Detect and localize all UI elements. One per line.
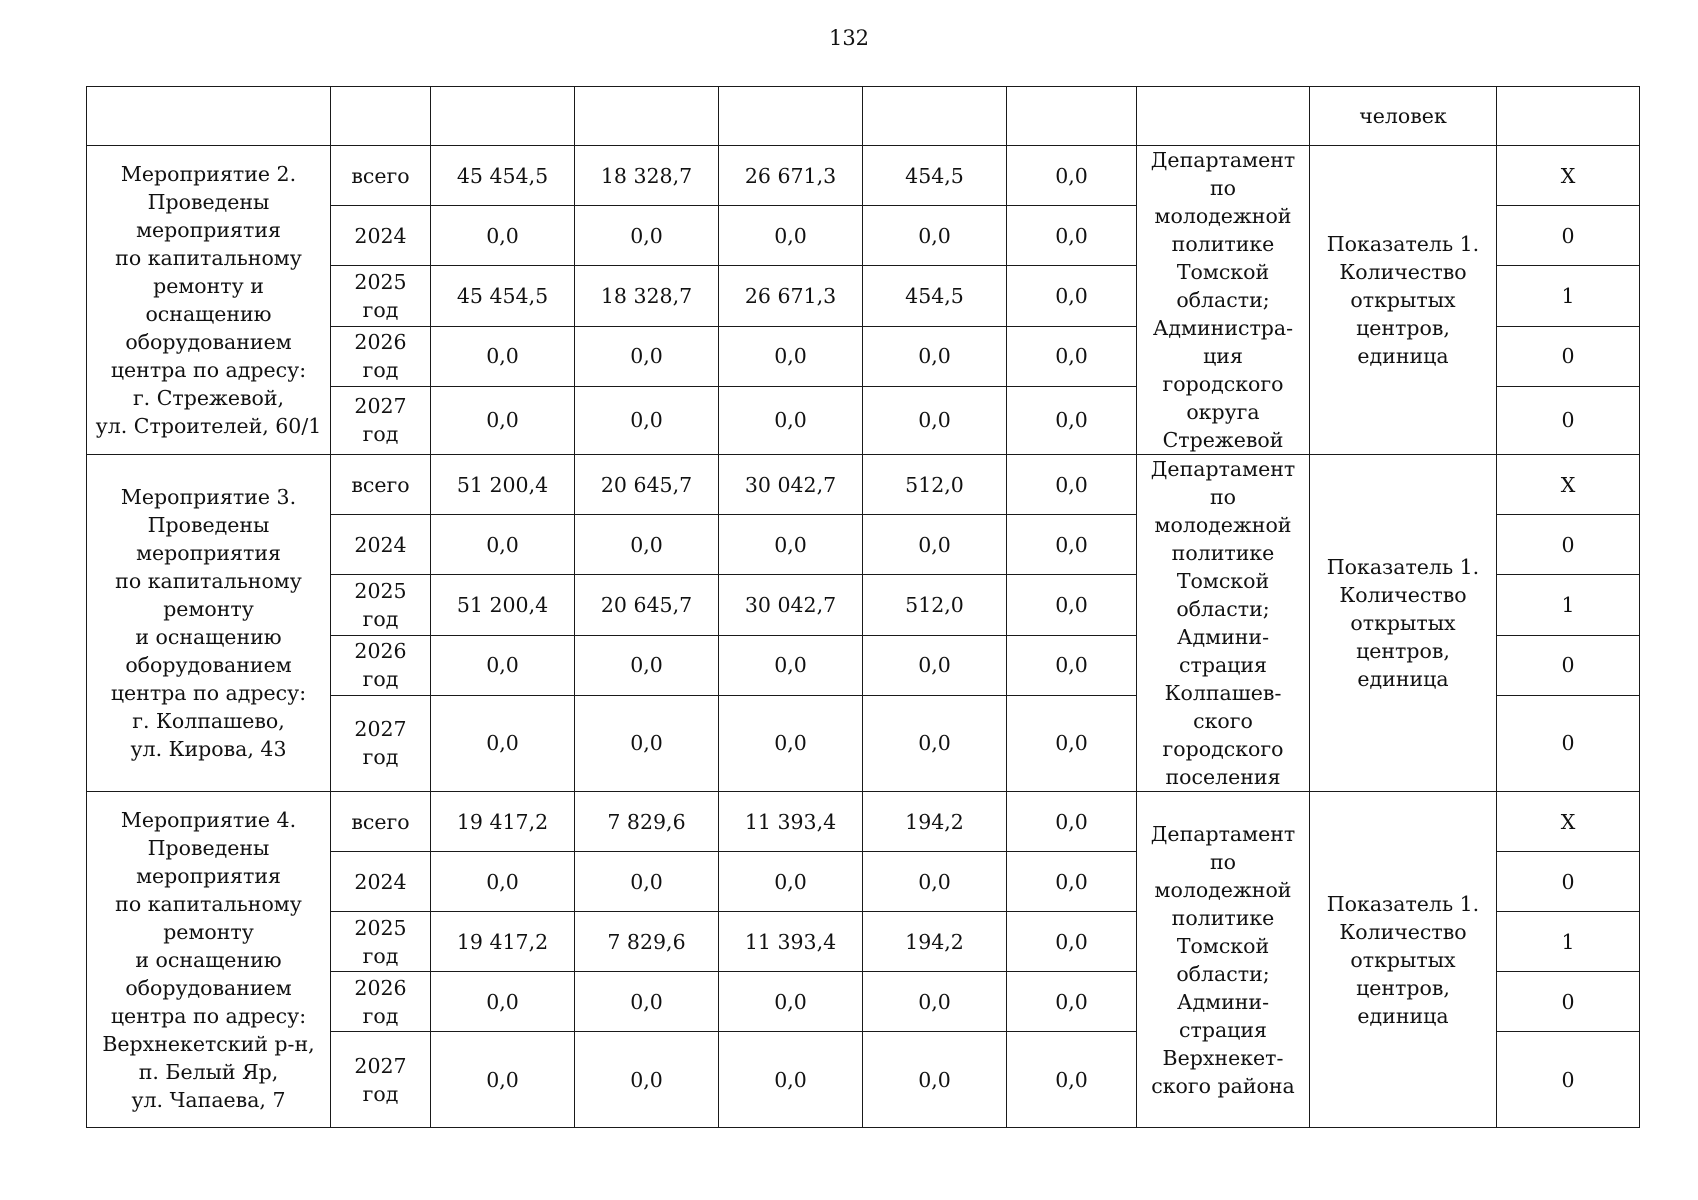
table-cell — [1137, 87, 1310, 146]
amount-cell: 7 829,6 — [575, 912, 719, 972]
amount-cell: 18 328,7 — [575, 146, 719, 206]
target-value-cell: 0 — [1497, 635, 1640, 695]
amount-cell: 0,0 — [431, 326, 575, 386]
amount-cell: 0,0 — [1007, 575, 1137, 635]
period-cell: 2027 год — [331, 695, 431, 791]
indicator-cell: Показатель 1. Количество открытых центров, единица — [1310, 455, 1497, 792]
amount-cell: 0,0 — [431, 386, 575, 454]
amount-cell: 0,0 — [575, 326, 719, 386]
amount-cell: 30 042,7 — [719, 575, 863, 635]
amount-cell: 11 393,4 — [719, 792, 863, 852]
period-cell: 2024 — [331, 852, 431, 912]
period-cell: всего — [331, 455, 431, 515]
amount-cell: 51 200,4 — [431, 455, 575, 515]
table-cell — [431, 87, 575, 146]
amount-cell: 512,0 — [863, 575, 1007, 635]
period-cell: 2026 год — [331, 972, 431, 1032]
period-cell: 2024 — [331, 515, 431, 575]
amount-cell: 0,0 — [431, 972, 575, 1032]
amount-cell: 0,0 — [1007, 792, 1137, 852]
responsible-executor: Департамент по молодежной политике Томской области; Админи- страция Колпашев- ского городского поселения — [1137, 455, 1310, 792]
target-value-cell: 0 — [1497, 386, 1640, 454]
amount-cell: 0,0 — [719, 635, 863, 695]
target-value-cell: 0 — [1497, 852, 1640, 912]
amount-cell: 0,0 — [863, 635, 1007, 695]
amount-cell: 0,0 — [863, 515, 1007, 575]
page-number: 132 — [828, 26, 870, 50]
amount-cell: 0,0 — [575, 972, 719, 1032]
amount-cell: 0,0 — [1007, 515, 1137, 575]
table-cell — [863, 87, 1007, 146]
amount-cell: 20 645,7 — [575, 455, 719, 515]
amount-cell: 0,0 — [1007, 326, 1137, 386]
amount-cell: 0,0 — [719, 326, 863, 386]
amount-cell: 0,0 — [575, 206, 719, 266]
target-value-cell: 1 — [1497, 912, 1640, 972]
amount-cell: 0,0 — [431, 852, 575, 912]
amount-cell: 45 454,5 — [431, 146, 575, 206]
amount-cell: 20 645,7 — [575, 575, 719, 635]
amount-cell: 194,2 — [863, 912, 1007, 972]
period-cell: 2025 год — [331, 575, 431, 635]
target-value-cell: 0 — [1497, 515, 1640, 575]
amount-cell: 0,0 — [863, 206, 1007, 266]
amount-cell: 0,0 — [1007, 266, 1137, 326]
amount-cell: 512,0 — [863, 455, 1007, 515]
event-description: Мероприятие 2. Проведены мероприятия по капитальному ремонту и оснащению оборудованием центра по адресу: г. Стрежевой, ул. Строителей, 60/1 — [87, 146, 331, 455]
table-cell — [1497, 87, 1640, 146]
amount-cell: 194,2 — [863, 792, 1007, 852]
amount-cell: 0,0 — [575, 386, 719, 454]
continuation-row — [87, 87, 1640, 146]
table-row — [87, 792, 1640, 852]
amount-cell: 454,5 — [863, 266, 1007, 326]
period-cell: 2024 — [331, 206, 431, 266]
amount-cell: 0,0 — [575, 1032, 719, 1128]
amount-cell: 7 829,6 — [575, 792, 719, 852]
amount-cell: 0,0 — [1007, 455, 1137, 515]
amount-cell: 51 200,4 — [431, 575, 575, 635]
period-cell: 2025 год — [331, 912, 431, 972]
target-value-cell: 0 — [1497, 206, 1640, 266]
event-description: Мероприятие 3. Проведены мероприятия по капитальному ремонту и оснащению оборудованием центра по адресу: г. Колпашево, ул. Кирова, 43 — [87, 455, 331, 792]
period-cell: 2025 год — [331, 266, 431, 326]
amount-cell: 0,0 — [1007, 912, 1137, 972]
amount-cell: 0,0 — [863, 695, 1007, 791]
amount-cell: 0,0 — [1007, 972, 1137, 1032]
table-cell — [575, 87, 719, 146]
amount-cell: 26 671,3 — [719, 266, 863, 326]
amount-cell: 19 417,2 — [431, 912, 575, 972]
table-cell — [719, 87, 863, 146]
target-value-cell: Х — [1497, 146, 1640, 206]
target-value-cell: 0 — [1497, 695, 1640, 791]
event-description: Мероприятие 4. Проведены мероприятия по капитальному ремонту и оснащению оборудованием центра по адресу: Верхнекетский р-н, п. Белый Яр, ул. Чапаева, 7 — [87, 792, 331, 1128]
amount-cell: 0,0 — [431, 206, 575, 266]
period-cell: 2027 год — [331, 1032, 431, 1128]
amount-cell: 0,0 — [1007, 146, 1137, 206]
table-row — [87, 455, 1640, 515]
amount-cell: 26 671,3 — [719, 146, 863, 206]
amount-cell: 0,0 — [1007, 386, 1137, 454]
amount-cell: 0,0 — [1007, 635, 1137, 695]
amount-cell: 0,0 — [431, 1032, 575, 1128]
amount-cell: 0,0 — [863, 972, 1007, 1032]
amount-cell: 30 042,7 — [719, 455, 863, 515]
table-cell — [87, 87, 331, 146]
amount-cell: 0,0 — [1007, 852, 1137, 912]
amount-cell: 0,0 — [1007, 1032, 1137, 1128]
amount-cell: 0,0 — [719, 515, 863, 575]
amount-cell: 0,0 — [1007, 695, 1137, 791]
responsible-executor: Департамент по молодежной политике Томской области; Администра- ция городского округа Стрежевой — [1137, 146, 1310, 455]
amount-cell: 0,0 — [575, 515, 719, 575]
program-events-table — [86, 86, 1640, 1128]
target-value-cell: 1 — [1497, 266, 1640, 326]
amount-cell: 0,0 — [863, 1032, 1007, 1128]
table-cell — [331, 87, 431, 146]
amount-cell: 0,0 — [431, 695, 575, 791]
target-value-cell: 1 — [1497, 575, 1640, 635]
amount-cell: 0,0 — [431, 635, 575, 695]
amount-cell: 0,0 — [575, 695, 719, 791]
period-cell: 2026 год — [331, 326, 431, 386]
period-cell: 2026 год — [331, 635, 431, 695]
amount-cell: 45 454,5 — [431, 266, 575, 326]
amount-cell: 0,0 — [863, 326, 1007, 386]
amount-cell: 0,0 — [1007, 206, 1137, 266]
indicator-cell: Показатель 1. Количество открытых центров, единица — [1310, 146, 1497, 455]
amount-cell: 0,0 — [719, 206, 863, 266]
indicator-fragment: человек — [1310, 87, 1497, 146]
amount-cell: 0,0 — [863, 386, 1007, 454]
target-value-cell: 0 — [1497, 972, 1640, 1032]
amount-cell: 454,5 — [863, 146, 1007, 206]
amount-cell: 0,0 — [431, 515, 575, 575]
amount-cell: 0,0 — [575, 635, 719, 695]
amount-cell: 0,0 — [863, 852, 1007, 912]
amount-cell: 19 417,2 — [431, 792, 575, 852]
responsible-executor: Департамент по молодежной политике Томской области; Админи- страция Верхнекет- ского района — [1137, 792, 1310, 1128]
target-value-cell: 0 — [1497, 1032, 1640, 1128]
amount-cell: 18 328,7 — [575, 266, 719, 326]
table-cell — [1007, 87, 1137, 146]
target-value-cell: Х — [1497, 792, 1640, 852]
amount-cell: 0,0 — [719, 972, 863, 1032]
amount-cell: 0,0 — [575, 852, 719, 912]
period-cell: всего — [331, 792, 431, 852]
period-cell: 2027 год — [331, 386, 431, 454]
table-row — [87, 146, 1640, 206]
amount-cell: 0,0 — [719, 852, 863, 912]
amount-cell: 0,0 — [719, 386, 863, 454]
amount-cell: 0,0 — [719, 695, 863, 791]
target-value-cell: 0 — [1497, 326, 1640, 386]
period-cell: всего — [331, 146, 431, 206]
target-value-cell: Х — [1497, 455, 1640, 515]
amount-cell: 11 393,4 — [719, 912, 863, 972]
indicator-cell: Показатель 1. Количество открытых центров, единица — [1310, 792, 1497, 1128]
amount-cell: 0,0 — [719, 1032, 863, 1128]
